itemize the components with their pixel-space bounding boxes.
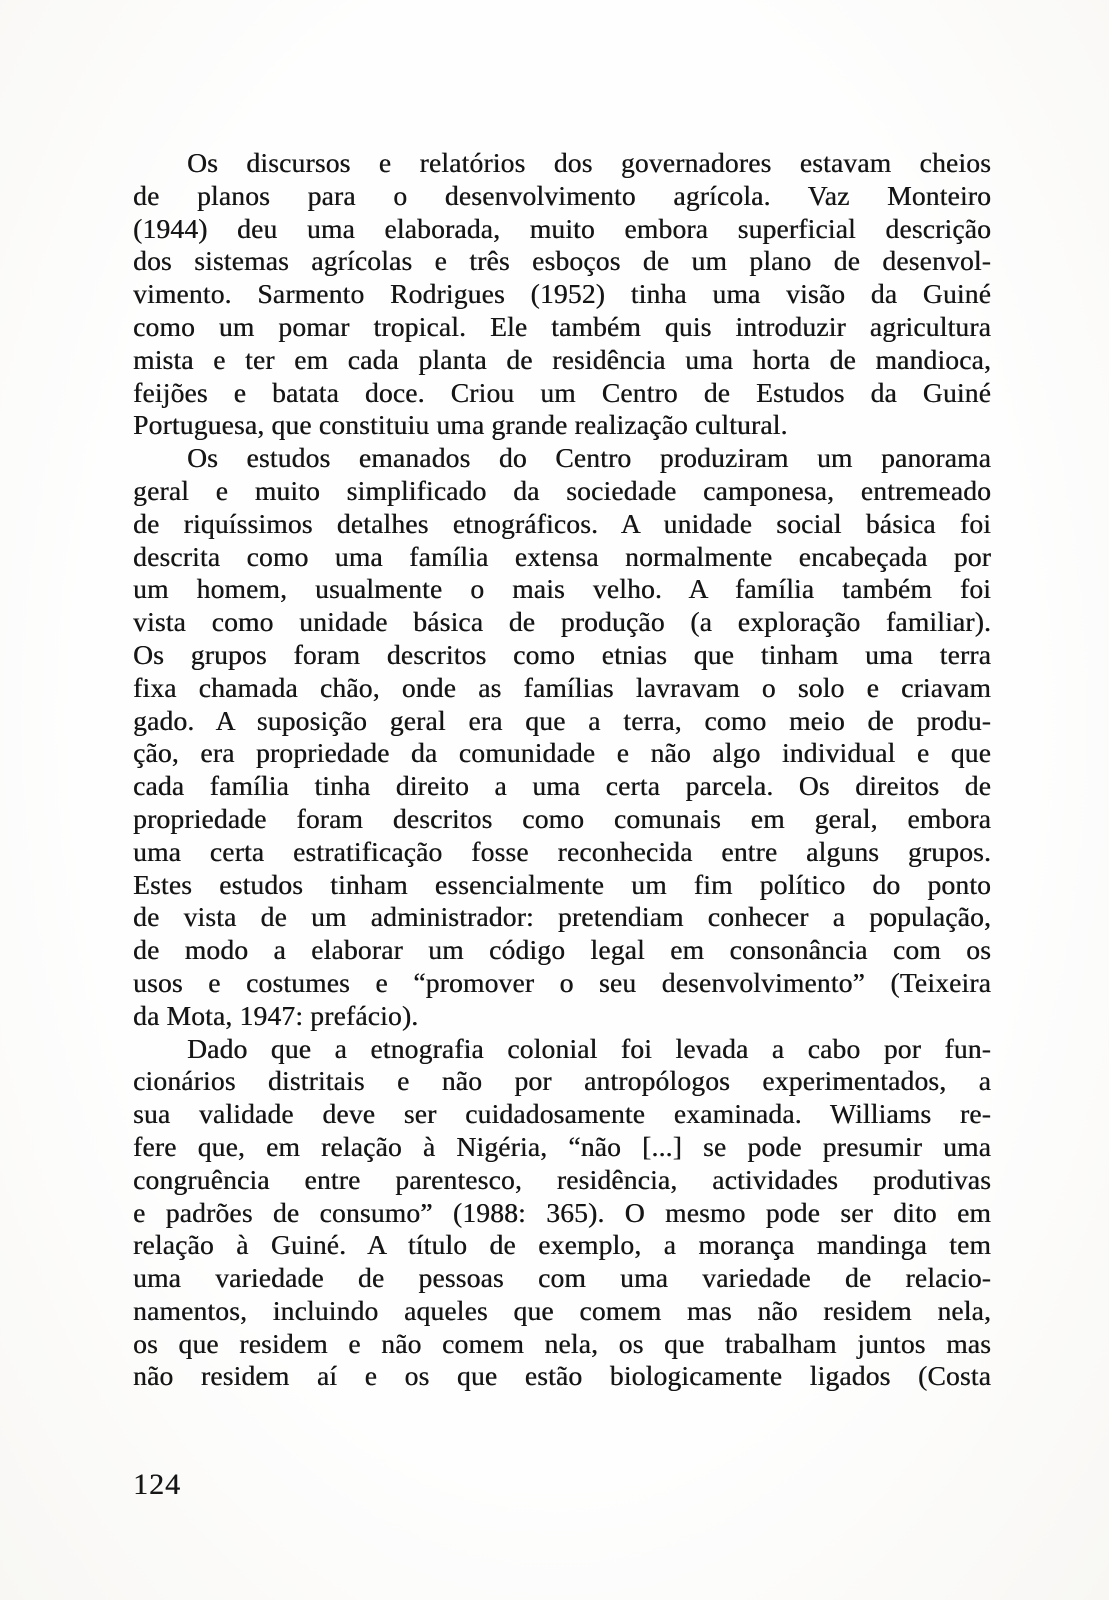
- text-line: geral e muito simplificado da sociedade camponesa, entremeado: [133, 474, 991, 506]
- text-line: de vista de um administrador: pretendiam conhecer a população,: [133, 901, 991, 933]
- text-line: não residem aí e os que estão biologicamente ligados (Costa: [133, 1360, 991, 1392]
- body-text: [133, 147, 991, 1393]
- text-line: como um pomar tropical. Ele também quis introduzir agricultura: [133, 310, 991, 342]
- text-line: Os discursos e relatórios dos governadores estavam cheios: [187, 147, 991, 178]
- text-line: Portuguesa, que constituiu uma grande realização cultural.: [133, 409, 788, 441]
- text-line: e padrões de consumo” (1988: 365). O mesmo pode ser dito em: [133, 1196, 991, 1228]
- text-line: Estes estudos tinham essencialmente um fim político do ponto: [133, 868, 991, 900]
- text-line: de riquíssimos detalhes etnográficos. A unidade social básica foi: [133, 507, 991, 539]
- text-line: ção, era propriedade da comunidade e não algo individual e que: [133, 737, 991, 769]
- paragraph: [133, 147, 991, 442]
- text-line: feijões e batata doce. Criou um Centro de Estudos da Guiné: [133, 376, 991, 408]
- text-line: cada família tinha direito a uma certa parcela. Os direitos de: [133, 770, 991, 802]
- text-line: Os grupos foram descritos como etnias que tinham uma terra: [133, 638, 991, 670]
- text-line: congruência entre parentesco, residência, actividades produtivas: [133, 1163, 991, 1195]
- text-line: da Mota, 1947: prefácio).: [133, 999, 419, 1031]
- text-line: fere que, em relação à Nigéria, “não [...] se pode presumir uma: [133, 1130, 991, 1162]
- text-line: (1944) deu uma elaborada, muito embora superficial descrição: [133, 212, 991, 244]
- text-line: vimento. Sarmento Rodrigues (1952) tinha uma visão da Guiné: [133, 278, 991, 310]
- text-line: Os estudos emanados do Centro produziram um panorama: [187, 442, 991, 474]
- text-line: vista como unidade básica de produção (a exploração familiar).: [133, 606, 991, 638]
- text-line: fixa chamada chão, onde as famílias lavravam o solo e criavam: [133, 671, 991, 703]
- text-line: de modo a elaborar um código legal em consonância com os: [133, 934, 991, 966]
- text-line: Dado que a etnografia colonial foi levada a cabo por fun-: [187, 1032, 991, 1064]
- text-line: uma variedade de pessoas com uma variedade de relacio-: [133, 1262, 991, 1294]
- text-line: sua validade deve ser cuidadosamente examinada. Williams re-: [133, 1098, 991, 1130]
- paragraph: [133, 442, 991, 1032]
- text-line: dos sistemas agrícolas e três esboços de um plano de desenvol-: [133, 245, 991, 277]
- text-line: namentos, incluindo aqueles que comem mas não residem nela,: [133, 1294, 991, 1326]
- page-number: 124: [133, 1468, 181, 1501]
- text-line: um homem, usualmente o mais velho. A família também foi: [133, 573, 991, 605]
- text-line: os que residem e não comem nela, os que trabalham juntos mas: [133, 1327, 991, 1359]
- text-line: uma certa estratificação fosse reconhecida entre alguns grupos.: [133, 835, 991, 867]
- text-line: propriedade foram descritos como comunais em geral, embora: [133, 802, 991, 834]
- text-line: de planos para o desenvolvimento agrícola. Vaz Monteiro: [133, 179, 991, 211]
- text-line: gado. A suposição geral era que a terra, como meio de produ-: [133, 704, 991, 736]
- text-line: mista e ter em cada planta de residência uma horta de mandioca,: [133, 343, 991, 375]
- paragraph: [133, 1033, 991, 1394]
- text-line: relação à Guiné. A título de exemplo, a morança mandinga tem: [133, 1229, 991, 1261]
- text-line: cionários distritais e não por antropólogos experimentados, a: [133, 1065, 991, 1097]
- text-line: descrita como uma família extensa normalmente encabeçada por: [133, 540, 991, 572]
- text-line: usos e costumes e “promover o seu desenvolvimento” (Teixeira: [133, 966, 991, 998]
